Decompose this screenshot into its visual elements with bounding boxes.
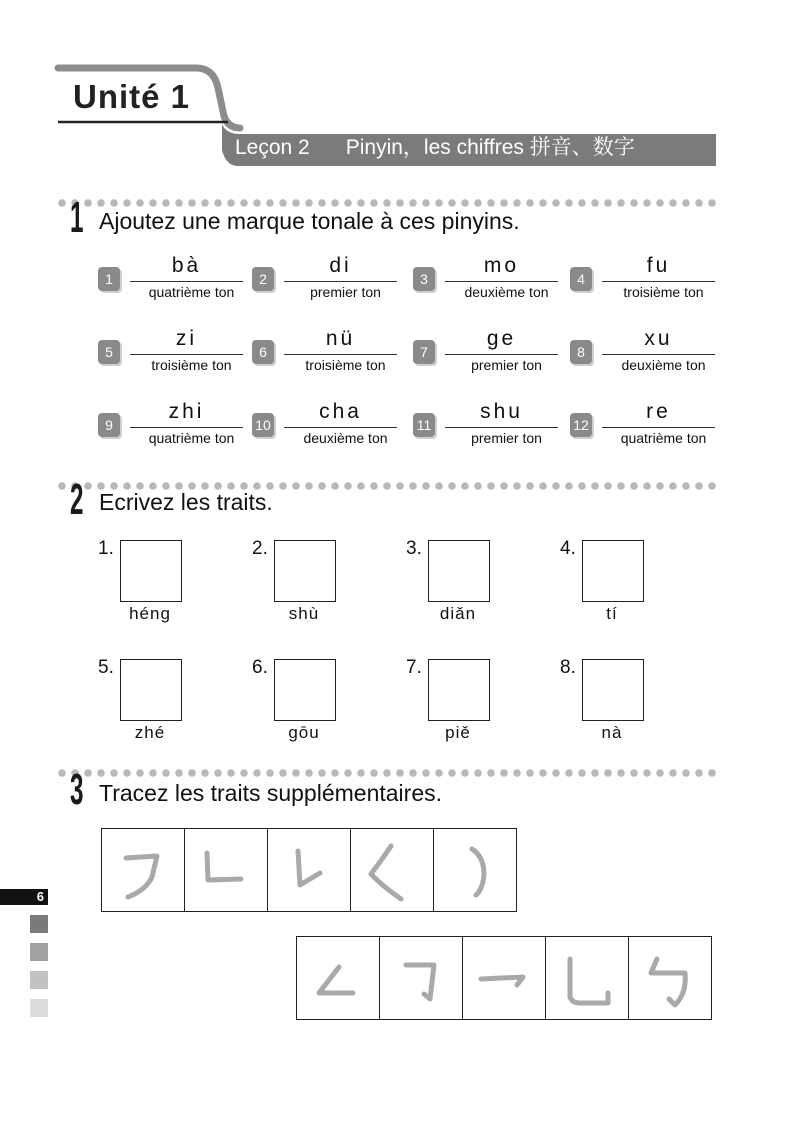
item-number: 1. [98,538,114,559]
stroke-writing-item [98,538,228,648]
tone-label: deuxième ton [621,357,706,373]
writing-box[interactable] [120,540,182,602]
stroke-writing-item [560,538,690,648]
answer-line [284,281,397,282]
tone-item[interactable] [570,254,715,300]
stroke-writing-item [252,538,382,648]
exercise-2-title: Ecrivez les traits. [99,489,273,515]
stroke-grid-row-1 [101,828,517,912]
pinyin-text: ge [486,327,517,350]
item-number: 6. [252,657,268,678]
tone-label: premier ton [310,284,381,300]
stroke-pinyin: diǎn [439,604,477,623]
tone-item[interactable] [98,254,243,300]
pie-dian-stroke-icon [351,829,433,911]
item-number-badge: 3 [413,267,435,291]
stroke-writing-item [406,538,536,648]
shu-ti-stroke-icon [268,829,350,911]
heng-zhe-stroke-icon [102,829,184,911]
tone-label: premier ton [471,430,542,446]
item-number-badge: 6 [252,340,274,364]
exercise-2-number: 2 [70,475,84,524]
item-number-badge: 11 [413,413,435,437]
stroke-pinyin: shù [288,604,320,623]
side-tab [30,943,48,961]
answer-line [284,427,397,428]
item-number-badge: 12 [570,413,592,437]
pie-zhe-stroke-icon [297,937,379,1019]
tone-item[interactable] [570,400,715,446]
answer-line [130,354,243,355]
side-tab [30,971,48,989]
item-number: 2. [252,538,268,559]
stroke-grid-row-2 [296,936,712,1020]
stroke-cell[interactable] [268,829,351,911]
tone-label: quatrième ton [148,430,235,446]
exercise-1-title: Ajoutez une marque tonale à ces pinyins. [99,208,520,234]
exercise-3-number: 3 [70,765,84,814]
tone-item[interactable] [98,327,243,373]
pinyin-text: di [329,254,352,277]
heng-zhe-zhe-gou-stroke-icon [629,937,711,1019]
tone-label: troisième ton [151,357,232,373]
exercise-1-number: 1 [70,193,84,242]
pinyin-text: bà [171,254,202,277]
writing-box[interactable] [428,540,490,602]
pinyin-text: shu [480,400,523,423]
tone-item[interactable] [413,327,558,373]
stroke-cell[interactable] [546,937,629,1019]
heng-zhe-gou-stroke-icon [380,937,462,1019]
tone-item[interactable] [413,254,558,300]
pinyin-text: zi [175,327,198,350]
stroke-cell[interactable] [351,829,434,911]
stroke-pinyin: gōu [288,723,320,742]
stroke-cell[interactable] [629,937,711,1019]
pinyin-text: zhi [168,400,205,423]
pinyin-text: cha [319,400,362,423]
answer-line [602,354,715,355]
stroke-cell[interactable] [380,937,463,1019]
pinyin-text: mo [483,254,520,277]
answer-line [445,427,558,428]
unit-title: Unité 1 [73,78,191,115]
stroke-writing-item [560,657,690,767]
tone-item[interactable] [252,327,397,373]
shu-gou-stroke-icon [434,829,516,911]
stroke-pinyin: piě [445,723,471,742]
stroke-pinyin: héng [129,604,171,623]
writing-box[interactable] [582,659,644,721]
item-number-badge: 2 [252,267,274,291]
answer-line [602,427,715,428]
pinyin-text: re [646,400,671,423]
item-number-badge: 9 [98,413,120,437]
item-number: 8. [560,657,576,678]
answer-line [445,281,558,282]
writing-box[interactable] [428,659,490,721]
stroke-cell[interactable] [102,829,185,911]
stroke-pinyin: nà [601,723,623,742]
tone-item[interactable] [252,254,397,300]
writing-box[interactable] [274,659,336,721]
writing-box[interactable] [120,659,182,721]
item-number-badge: 5 [98,340,120,364]
tone-item[interactable] [252,400,397,446]
stroke-cell[interactable] [434,829,516,911]
stroke-writing-item [98,657,228,767]
stroke-cell[interactable] [185,829,268,911]
pinyin-text: fu [646,254,671,277]
tone-item[interactable] [413,400,558,446]
writing-box[interactable] [274,540,336,602]
answer-line [445,354,558,355]
tone-label: troisième ton [305,357,386,373]
pinyin-text: xu [644,327,673,350]
tone-label: troisième ton [623,284,704,300]
item-number: 3. [406,538,422,559]
item-number-badge: 8 [570,340,592,364]
stroke-pinyin: zhé [134,723,166,742]
item-number: 4. [560,538,576,559]
stroke-writing-item [406,657,536,767]
side-tab [30,915,48,933]
tone-item[interactable] [570,327,715,373]
answer-line [602,281,715,282]
lesson-label: Leçon 2 [235,136,310,159]
writing-box[interactable] [582,540,644,602]
item-number-badge: 10 [252,413,274,437]
item-number-badge: 4 [570,267,592,291]
answer-line [284,354,397,355]
item-number: 5. [98,657,114,678]
answer-line [130,427,243,428]
lesson-topic: Pinyin，les chiffres 拼音、数字 [345,136,635,159]
shu-zhe-stroke-icon [185,829,267,911]
answer-line [130,281,243,282]
tone-label: premier ton [471,357,542,373]
tone-label: deuxième ton [464,284,549,300]
shu-wan-gou-stroke-icon [546,937,628,1019]
tone-label: deuxième ton [303,430,388,446]
side-tab [30,999,48,1017]
item-number-badge: 1 [98,267,120,291]
stroke-writing-item [252,657,382,767]
stroke-pinyin: tí [606,604,618,623]
tone-label: quatrième ton [148,284,235,300]
exercise-3-title: Tracez les traits supplémentaires. [99,780,443,806]
tone-item[interactable] [98,400,243,446]
item-number: 7. [406,657,422,678]
stroke-cell[interactable] [463,937,546,1019]
heng-gou-stroke-icon [463,937,545,1019]
page-number: 6 [0,889,48,905]
tone-label: quatrième ton [620,430,707,446]
pinyin-text: nü [325,327,356,350]
stroke-cell[interactable] [297,937,380,1019]
item-number-badge: 7 [413,340,435,364]
